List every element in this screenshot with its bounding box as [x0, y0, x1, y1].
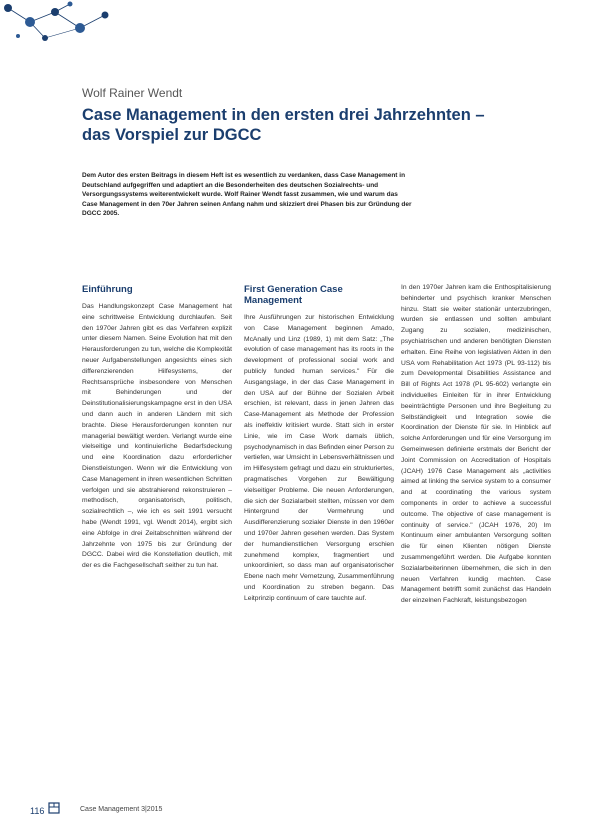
column-2 [244, 284, 394, 605]
lead-paragraph: Dem Autor des ersten Beitrags in diesem Heft ist es wesentlich zu verdanken, dass Case Management in Deutschland aufgegriffen und adaptiert an die Besonderheiten des deutschen Sozialrechts- und Versorgungssystems weiterentwickelt wurde. Wolf Rainer Wendt fasst zusammen, wie und warum das Case Management in den 70er Jahren seinen Anfang nahm und skizziert drei Phasen bis zur Gründung der DGCC 2005. [82, 172, 412, 218]
column-3 [401, 283, 551, 607]
section-heading-intro: Einführung [82, 284, 133, 295]
column-3-text: In den 1970er Jahren kam die Enthospitalisierung behinderter und psychisch kranker Menschen hinzu. Statt sie weiter stationär unterzubringen, wurden sie entlassen und sollten ambulant Zugang zu sozialen, medizinischen, psychiatrischen und anderen benötigten Diensten erhalten. Eine Reihe von legislativen Akten in den USA vom Rehabilitation Act 1973 (PL 93-112) bis zum Developmental Disabilities Assistance and Bill of Rights Act 1978 (PL 95-602) verlangte ein individuelles Einleiten für in ihrer Entwicklung beeinträchtigte Personen und ihre Begleitung zu Selbständigkeit und Integration sowie die Koordination der Dienste für sie. In Hinblick auf solche Anforderungen und für eine Versorgung im Gemeinwesen definierte erstmals der Bericht der Joint Commission on Accreditation of Hospitals (JCAH) 1976 Case Management als „activities aimed at linking the service system to a consumer and at coordinating the various system components in order to achieve a successful outcome. The objective of case management is continuity of service." (JCAH 1976, 20) Im Kontinuum einer ambulanten Versorgung sollten die für einen Klienten nötigen Dienste zusammengeführt werden. Die Aufgabe konnten Sozialarbeiterinnen übernehmen, die sich in den neuen Verfahren kundig machten. Case Management betrifft somit zunächst das Handeln der einzelnen Fachkraft, leistungsbezogen [401, 284, 551, 605]
article-title [82, 105, 542, 145]
network-graphic [0, 0, 120, 45]
author-name: Wolf Rainer Wendt [82, 86, 183, 100]
title-line-2: das Vorspiel zur DGCC [82, 126, 262, 144]
column-1 [82, 284, 232, 572]
column-2-text: Ihre Ausführungen zur historischen Entwicklung von Case Management beginnen Amado, McAnally und Linz (1989, 1) mit dem Satz: „The evolution of case management has its roots in the development of professional social work and publicly funded human services." Für die Ausgangslage, in der das Case Management in den USA auf der Bühne der Sozialen Arbeit erschien, ist relevant, dass in jenen Jahren das Case-Management als Methode der Profession als ineffektiv kritisiert wurde. Statt sich in erster Linie, wie im Case Work damals üblich, psychodynamisch in das Befinden einer Person zu vertiefen, war Umsicht in Lebensverhältnissen und im Hilfesystem gefragt und dazu ein strukturiertes, pragmatisches Vorgehen zur Bewältigung vielseitiger Probleme. Die neuen Anforderungen, die sich der Sozialarbeit stellten, müssen vor dem Hintergrund der Vermehrung und Ausdifferenzierung sozialer Dienste in den 1960er und 1970er Jahren gesehen werden. Das System der humandienstlichen Versorgung erschien zunehmend komplex, fragmentiert und unkoordiniert, so dass man auf organisatorischer Ebene nach mehr Vernetzung, Zusammenführung und Koordination zu streben begann. Das Leitprinzip continuum of care tauchte auf. [244, 314, 394, 602]
title-line-1: Case Management in den ersten drei Jahrzehnten – [82, 106, 485, 124]
journal-name: Case Management 3|2015 [80, 806, 163, 813]
journal-logo-icon [48, 802, 60, 814]
column-1-text: Das Handlungskonzept Case Management hat eine schrittweise Entwicklung durchlaufen. Seit den 1970er Jahren gibt es das Verfahren explizit unter diesem Namen. Seine Evolution hat mit den Herausforderungen zu tun, welche die Komplexität neuer Aufgabenstellungen angesichts eines sich differenzierenden Hilfesystems, der Rechtsansprüche insbesondere von Menschen mit Behinderungen und der Deinstitutionalisierungskampagne erst in den USA und dann auch in anderen Ländern mit sich brachte. Diese Herausforderungen konnten nur managerial bewältigt werden. Verlangt wurde eine vielseitige und kontinuierliche Bedarfsdeckung und eine Koordination dazu erforderlicher Dienstleistungen. Wenn wir die Entwicklung von Case Management in ihren wesentlichen Schritten verfolgen und sie abstrahierend rekonstruieren – methodisch, organisatorisch, politisch, sozialrechtlich –, wie ich es seit 1991 versucht habe (Wendt 1991, vgl. Wendt 2014), ergibt sich eine Abfolge in drei Zeitabschnitten während der Jahrzehnte von 1975 bis zur Gründung der DGCC. Dabei wird die Konstellation deutlich, mit der es die Fachgesellschaft seither zu tun hat. [82, 303, 232, 570]
page-number: 116 [30, 806, 45, 816]
section-heading-first-generation: First Generation Case Management [244, 284, 343, 306]
